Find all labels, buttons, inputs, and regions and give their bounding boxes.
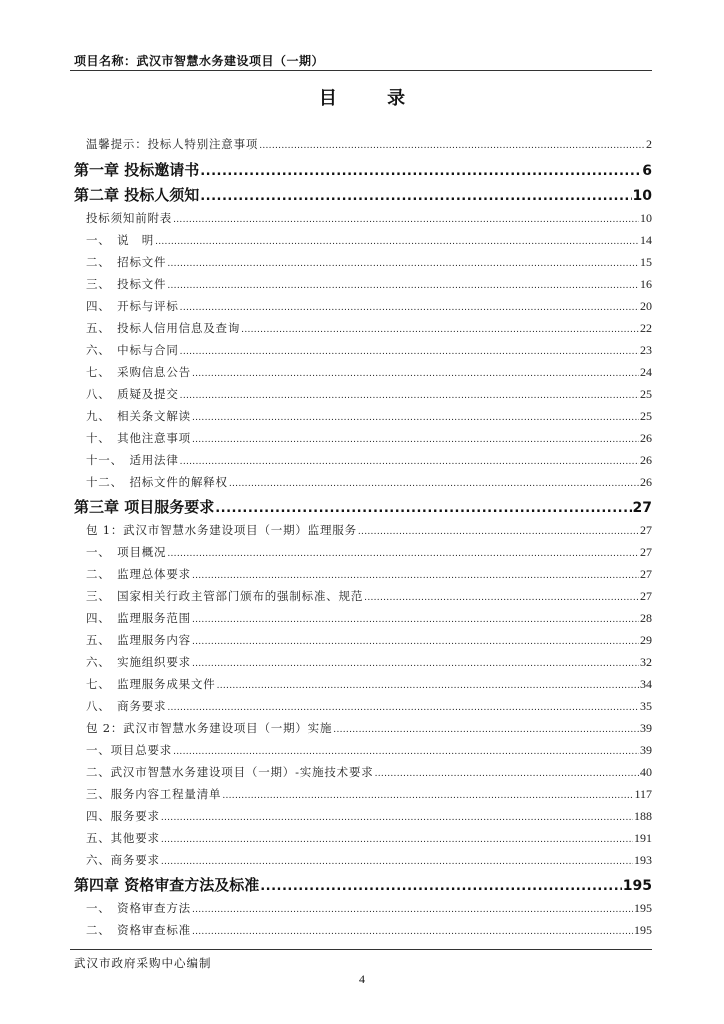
toc-entry-label: 第二章 投标人须知 xyxy=(74,186,200,204)
toc-leader-dots xyxy=(241,325,639,335)
toc-entry-page: 34 xyxy=(640,677,652,691)
toc-item-entry[interactable] xyxy=(74,544,652,562)
toc-entry-page: 26 xyxy=(640,453,652,467)
toc-entry-label: 七、 采购信息公告 xyxy=(86,365,191,379)
toc-leader-dots xyxy=(167,549,639,559)
toc-entry-label: 十、 其他注意事项 xyxy=(86,431,191,445)
toc-entry-label: 一、 说 明 xyxy=(86,233,155,247)
toc-entry-label: 五、 监理服务内容 xyxy=(86,633,191,647)
toc-entry-page: 14 xyxy=(640,233,652,247)
toc-entry-page: 195 xyxy=(634,923,652,937)
toc-item-entry[interactable] xyxy=(74,742,652,760)
toc-item-entry[interactable] xyxy=(74,764,652,782)
toc-leader-dots xyxy=(180,391,639,401)
toc-leader-dots xyxy=(167,281,639,291)
toc-item-entry[interactable] xyxy=(74,676,652,694)
toc-leader-dots xyxy=(192,659,639,669)
toc-entry-label: 八、 商务要求 xyxy=(86,699,167,713)
toc-entry-page: 39 xyxy=(640,721,652,735)
toc-entry-page: 188 xyxy=(634,809,652,823)
toc-chapter-entry[interactable] xyxy=(74,496,652,518)
toc-entry-label: 温馨提示：投标人特别注意事项 xyxy=(86,137,259,151)
toc-entry-label: 二、 招标文件 xyxy=(86,255,167,269)
toc-entry-label: 二、 监理总体要求 xyxy=(86,567,191,581)
toc-item-entry[interactable] xyxy=(74,474,652,492)
toc-entry-page: 29 xyxy=(640,633,652,647)
toc-leader-dots xyxy=(161,857,633,867)
header-divider xyxy=(70,70,652,71)
toc-entry-page: 195 xyxy=(634,901,652,915)
toc-leader-dots xyxy=(180,347,639,357)
toc-item-entry[interactable] xyxy=(74,654,652,672)
toc-leader-dots xyxy=(192,615,639,625)
toc-entry-page: 28 xyxy=(640,611,652,625)
toc-entry-label: 第一章 投标邀请书 xyxy=(74,161,200,179)
toc-entry-page: 26 xyxy=(640,431,652,445)
toc-leader-dots xyxy=(222,791,633,801)
toc-entry-label: 四、 监理服务范围 xyxy=(86,611,191,625)
toc-leader-dots xyxy=(200,164,641,179)
toc-leader-dots xyxy=(192,637,639,647)
toc-item-entry[interactable] xyxy=(74,566,652,584)
toc-entry-label: 六、 中标与合同 xyxy=(86,343,179,357)
toc-entry-page: 23 xyxy=(640,343,652,357)
toc-entry-page: 191 xyxy=(634,831,652,845)
toc-entry-label: 十二、 招标文件的解释权 xyxy=(86,475,228,489)
toc-item-entry[interactable] xyxy=(74,632,652,650)
toc-entry-page: 195 xyxy=(622,878,652,894)
document-header: 项目名称：武汉市智慧水务建设项目（一期） xyxy=(74,54,325,68)
toc-leader-dots xyxy=(217,681,639,691)
toc-leader-dots xyxy=(358,527,639,537)
toc-entry-page: 40 xyxy=(640,765,652,779)
toc-entry-label: 投标须知前附表 xyxy=(86,211,173,225)
toc-item-entry[interactable] xyxy=(74,386,652,404)
toc-item-entry[interactable] xyxy=(74,852,652,870)
toc-item-entry[interactable] xyxy=(74,320,652,338)
toc-entry-page: 35 xyxy=(640,699,652,713)
toc-entry-label: 八、 质疑及提交 xyxy=(86,387,179,401)
toc-entry-label: 二、 资格审查标准 xyxy=(86,923,191,937)
footer-compiler: 武汉市政府采购中心编制 xyxy=(74,956,212,970)
toc-leader-dots xyxy=(259,141,645,151)
toc-item-entry[interactable] xyxy=(74,786,652,804)
toc-entry-page: 27 xyxy=(640,589,652,603)
toc-item-entry[interactable] xyxy=(74,136,652,154)
toc-entry-label: 七、 监理服务成果文件 xyxy=(86,677,216,691)
toc-item-entry[interactable] xyxy=(74,830,652,848)
toc-leader-dots xyxy=(180,457,639,467)
toc-leader-dots xyxy=(192,571,639,581)
toc-entry-label: 三、服务内容工程量清单 xyxy=(86,787,222,801)
toc-entry-label: 四、 开标与评标 xyxy=(86,299,179,313)
toc-item-entry[interactable] xyxy=(74,276,652,294)
toc-entry-label: 三、 国家相关行政主管部门颁布的强制标准、规范 xyxy=(86,589,364,603)
toc-leader-dots xyxy=(333,725,639,735)
toc-item-entry[interactable] xyxy=(74,298,652,316)
toc-leader-dots xyxy=(260,879,622,894)
toc-entry-label: 第三章 项目服务要求 xyxy=(74,498,215,516)
toc-entry-page: 27 xyxy=(640,523,652,537)
toc-leader-dots xyxy=(192,905,633,915)
toc-entry-page: 6 xyxy=(642,163,652,179)
toc-entry-label: 一、 资格审查方法 xyxy=(86,901,191,915)
toc-entry-label: 四、服务要求 xyxy=(86,809,160,823)
toc-entry-label: 六、商务要求 xyxy=(86,853,160,867)
toc-item-entry[interactable] xyxy=(74,808,652,826)
toc-leader-dots xyxy=(192,369,639,379)
toc-item-entry[interactable] xyxy=(74,210,652,228)
toc-item-entry[interactable] xyxy=(74,698,652,716)
page-number: 4 xyxy=(359,972,365,986)
toc-leader-dots xyxy=(173,215,639,225)
toc-entry-label: 第四章 资格审查方法及标准 xyxy=(74,876,260,894)
toc-item-entry[interactable] xyxy=(74,364,652,382)
toc-item-entry[interactable] xyxy=(74,254,652,272)
toc-entry-page: 27 xyxy=(632,500,652,516)
toc-entry-page: 25 xyxy=(640,387,652,401)
toc-entry-label: 二、武汉市智慧水务建设项目（一期）-实施技术要求 xyxy=(86,765,374,779)
toc-leader-dots xyxy=(375,769,639,779)
toc-entry-label: 包 2：武汉市智慧水务建设项目（一期）实施 xyxy=(86,721,333,735)
toc-leader-dots xyxy=(229,479,639,489)
toc-leader-dots xyxy=(155,237,639,247)
toc-leader-dots xyxy=(192,435,639,445)
toc-leader-dots xyxy=(215,501,631,516)
toc-entry-label: 九、 相关条文解读 xyxy=(86,409,191,423)
toc-title: 目 录 xyxy=(318,88,428,109)
toc-item-entry[interactable] xyxy=(74,610,652,628)
toc-entry-page: 26 xyxy=(640,475,652,489)
toc-leader-dots xyxy=(364,593,639,603)
toc-leader-dots xyxy=(167,259,639,269)
toc-leader-dots xyxy=(192,927,633,937)
toc-item-entry[interactable] xyxy=(74,588,652,606)
toc-entry-page: 25 xyxy=(640,409,652,423)
toc-entry-page: 16 xyxy=(640,277,652,291)
toc-entry-label: 十一、 适用法律 xyxy=(86,453,179,467)
toc-item-entry[interactable] xyxy=(74,522,652,540)
toc-leader-dots xyxy=(192,413,639,423)
toc-entry-page: 39 xyxy=(640,743,652,757)
toc-entry-page: 32 xyxy=(640,655,652,669)
toc-leader-dots xyxy=(167,703,639,713)
footer-divider xyxy=(70,949,652,950)
toc-entry-page: 20 xyxy=(640,299,652,313)
toc-entry-label: 包 1：武汉市智慧水务建设项目（一期）监理服务 xyxy=(86,523,357,537)
toc-entry-page: 10 xyxy=(632,188,652,204)
toc-chapter-entry[interactable] xyxy=(74,159,652,181)
toc-item-entry[interactable] xyxy=(74,408,652,426)
toc-entry-label: 一、 项目概况 xyxy=(86,545,167,559)
toc-entry-page: 10 xyxy=(640,211,652,225)
toc-leader-dots xyxy=(173,747,639,757)
toc-item-entry[interactable] xyxy=(74,430,652,448)
toc-entry-label: 三、 投标文件 xyxy=(86,277,167,291)
toc-entry-page: 24 xyxy=(640,365,652,379)
toc-leader-dots xyxy=(180,303,639,313)
toc-entry-page: 27 xyxy=(640,567,652,581)
toc-entry-page: 22 xyxy=(640,321,652,335)
toc-chapter-entry[interactable] xyxy=(74,874,652,896)
toc-entry-label: 六、 实施组织要求 xyxy=(86,655,191,669)
toc-item-entry[interactable] xyxy=(74,342,652,360)
toc-entry-page: 27 xyxy=(640,545,652,559)
toc-entry-page: 15 xyxy=(640,255,652,269)
toc-entry-page: 193 xyxy=(634,853,652,867)
toc-entry-page: 117 xyxy=(634,787,652,801)
toc-item-entry[interactable] xyxy=(74,720,652,738)
toc-chapter-entry[interactable] xyxy=(74,184,652,206)
toc-item-entry[interactable] xyxy=(74,922,652,940)
toc-leader-dots xyxy=(161,835,633,845)
toc-leader-dots xyxy=(161,813,633,823)
toc-entry-label: 一、项目总要求 xyxy=(86,743,173,757)
toc-item-entry[interactable] xyxy=(74,452,652,470)
toc-item-entry[interactable] xyxy=(74,232,652,250)
toc-entry-label: 五、 投标人信用信息及查询 xyxy=(86,321,241,335)
toc-entry-label: 五、其他要求 xyxy=(86,831,160,845)
toc-item-entry[interactable] xyxy=(74,900,652,918)
toc-leader-dots xyxy=(200,189,631,204)
toc-entry-page: 2 xyxy=(646,137,652,151)
